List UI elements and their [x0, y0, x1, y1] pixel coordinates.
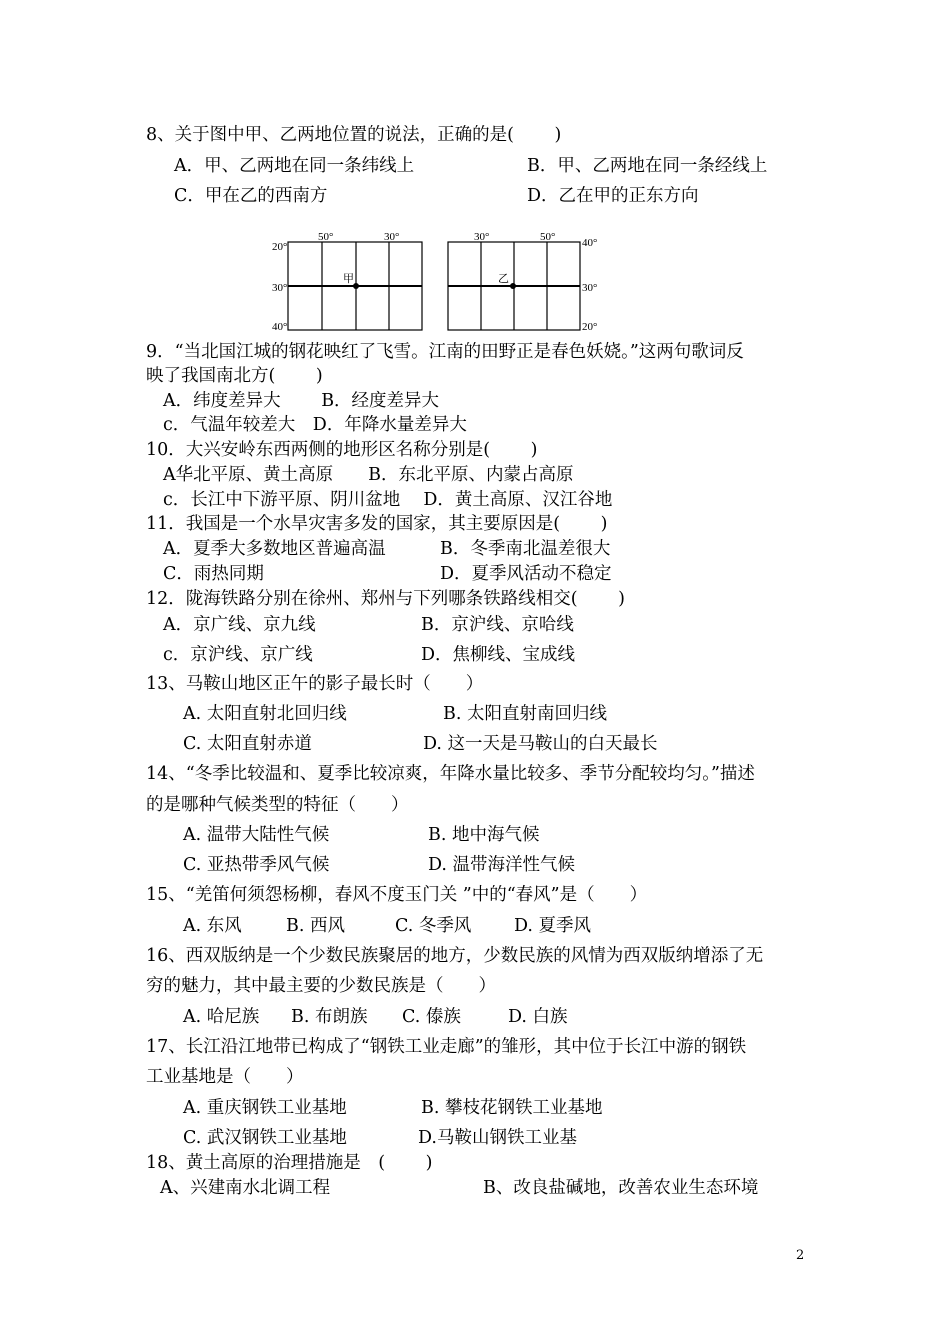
q13-option-a: A. 太阳直射北回归线	[183, 704, 347, 724]
page-number: 2	[796, 1248, 805, 1263]
label-jia: 甲	[343, 273, 354, 285]
q8-option-a: A．甲、乙两地在同一条纬线上	[174, 156, 415, 176]
q16-stem-line2: 穷的魅力，其中最主要的少数民族是（ ）	[146, 976, 496, 996]
q17-option-c: C. 武汉钢铁工业基地	[183, 1128, 347, 1148]
q15-option-b: B. 西风	[286, 916, 345, 936]
q16-stem-line1: 16、西双版纳是一个少数民族聚居的地方，少数民族的风情为西双版纳增添了无	[146, 946, 764, 966]
label-yi: 乙	[498, 273, 509, 285]
right-top-label-1: 30°	[474, 231, 490, 243]
q8-option-b: B．甲、乙两地在同一条经线上	[527, 156, 768, 176]
q15-option-d: D. 夏季风	[514, 916, 592, 936]
q18-option-a: A、兴建南水北调工程	[160, 1178, 331, 1198]
q9-options-ab: A．纬度差异大 B．经度差异大	[163, 391, 440, 411]
q14-option-c: C. 亚热带季风气候	[183, 855, 330, 875]
q8-option-c: C．甲在乙的西南方	[174, 186, 328, 206]
q18-option-b: B、改良盐碱地，改善农业生态环境	[483, 1178, 759, 1198]
q11-option-a: A．夏季大多数地区普遍高温	[163, 539, 386, 559]
q16-option-c: C. 傣族	[402, 1007, 461, 1027]
q16-option-d: D. 白族	[508, 1007, 568, 1027]
q13-stem: 13、马鞍山地区正午的影子最长时（ ）	[146, 674, 484, 694]
q14-option-a: A. 温带大陆性气候	[183, 825, 330, 845]
right-side-label-1: 40°	[582, 237, 598, 249]
q17-stem-line2: 工业基地是（ ）	[146, 1067, 304, 1087]
q13-option-c: C. 太阳直射赤道	[183, 734, 312, 754]
q18-stem: 18、黄土高原的治理措施是 ( )	[146, 1153, 433, 1173]
q8-option-d: D．乙在甲的正东方向	[527, 186, 699, 206]
left-side-label-1: 20°	[272, 241, 288, 253]
q8-stem: 8、关于图中甲、乙两地位置的说法，正确的是( )	[146, 125, 562, 145]
q12-stem: 12．陇海铁路分别在徐州、郑州与下列哪条铁路线相交( )	[146, 589, 625, 609]
q14-option-d: D. 温带海洋性气候	[428, 855, 576, 875]
right-side-label-3: 20°	[582, 321, 598, 333]
q11-stem: 11．我国是一个水旱灾害多发的国家，其主要原因是( )	[146, 514, 608, 534]
q10-options-ab: A华北平原、黄土高原 B．东北平原、内蒙占高原	[163, 465, 574, 485]
q13-option-d: D. 这一天是马鞍山的白天最长	[423, 734, 658, 754]
q15-stem: 15、“羌笛何须怨杨柳，春风不度玉门关 ”中的“春风”是（ ）	[146, 885, 648, 905]
left-side-label-2: 30°	[272, 282, 288, 294]
q16-option-b: B. 布朗族	[291, 1007, 368, 1027]
left-top-label-2: 30°	[384, 231, 400, 243]
q11-option-c: C．雨热同期	[163, 564, 264, 584]
q12-option-a: A．京广线、京九线	[163, 615, 316, 635]
q14-stem-line1: 14、“冬季比较温和、夏季比较凉爽，年降水量比较多、季节分配较均匀。”描述	[146, 764, 755, 784]
q17-option-a: A. 重庆钢铁工业基地	[183, 1098, 347, 1118]
q17-option-b: B. 攀枝花钢铁工业基地	[421, 1098, 603, 1118]
q10-stem: 10．大兴安岭东西两侧的地形区名称分别是( )	[146, 440, 538, 460]
right-side-label-2: 30°	[582, 282, 598, 294]
lat-long-grid-figure	[268, 222, 608, 334]
q11-option-b: B．冬季南北温差很大	[440, 539, 611, 559]
right-top-label-2: 50°	[540, 231, 556, 243]
q12-option-b: B．京沪线、京哈线	[421, 615, 574, 635]
q11-option-d: D．夏季风活动不稳定	[440, 564, 612, 584]
point-yi	[510, 283, 516, 289]
q15-option-a: A. 东风	[183, 916, 242, 936]
q14-option-b: B. 地中海气候	[428, 825, 540, 845]
q9-stem-line2: 映了我国南北方( )	[146, 366, 323, 386]
left-top-label-1: 50°	[318, 231, 334, 243]
q14-stem-line2: 的是哪种气候类型的特征（ ）	[146, 795, 409, 815]
q12-option-d: D．焦柳线、宝成线	[421, 645, 576, 665]
q9-stem-line1: 9．“当北国江城的钢花映红了飞雪。江南的田野正是春色妖娆。”这两句歌词反	[146, 342, 744, 362]
q17-stem-line1: 17、长江沿江地带已构成了“钢铁工业走廊”的雏形，其中位于长江中游的钢铁	[146, 1037, 747, 1057]
left-side-label-3: 40°	[272, 321, 288, 333]
q17-option-d: D.马鞍山钢铁工业基	[418, 1128, 577, 1148]
q13-option-b: B. 太阳直射南回归线	[443, 704, 607, 724]
q16-option-a: A. 哈尼族	[183, 1007, 260, 1027]
q9-options-cd: c．气温年较差大 D．年降水量差异大	[163, 415, 467, 435]
q12-option-c: c．京沪线、京广线	[163, 645, 313, 665]
q10-options-cd: c．长江中下游平原、阴川盆地 D．黄土高原、汉江谷地	[163, 490, 613, 510]
q15-option-c: C. 冬季风	[395, 916, 472, 936]
